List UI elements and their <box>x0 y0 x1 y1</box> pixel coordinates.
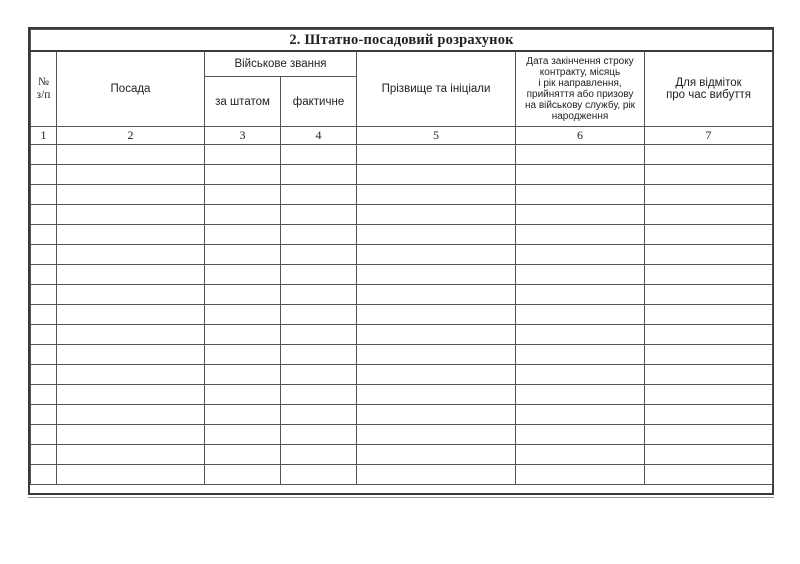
table-cell[interactable] <box>645 305 773 325</box>
table-row <box>31 185 773 205</box>
blank-rows <box>31 145 773 485</box>
table-cell[interactable] <box>516 265 645 285</box>
header-departure-notes: Для відміток про час вибуття <box>645 51 773 127</box>
table-cell[interactable] <box>205 325 281 345</box>
table-row <box>31 205 773 225</box>
table-cell[interactable] <box>357 185 516 205</box>
table-cell[interactable] <box>281 405 357 425</box>
table-cell[interactable] <box>31 305 57 325</box>
table-cell[interactable] <box>205 345 281 365</box>
table-cell[interactable] <box>31 265 57 285</box>
table-cell[interactable] <box>205 265 281 285</box>
table-cell[interactable] <box>357 205 516 225</box>
table-cell[interactable] <box>357 325 516 345</box>
table-cell[interactable] <box>281 305 357 325</box>
table-cell[interactable] <box>31 165 57 185</box>
table-cell[interactable] <box>645 145 773 165</box>
table-cell[interactable] <box>281 425 357 445</box>
table-cell[interactable] <box>205 405 281 425</box>
table-cell[interactable] <box>516 165 645 185</box>
table-cell[interactable] <box>31 325 57 345</box>
table-cell[interactable] <box>205 365 281 385</box>
table-row <box>31 445 773 465</box>
table-cell[interactable] <box>357 165 516 185</box>
table-cell[interactable] <box>57 285 205 305</box>
table-cell[interactable] <box>205 445 281 465</box>
table-cell[interactable] <box>57 165 205 185</box>
table-cell[interactable] <box>205 465 281 485</box>
table-cell[interactable] <box>57 245 205 265</box>
table-row <box>31 425 773 445</box>
table-cell[interactable] <box>57 365 205 385</box>
table-cell[interactable] <box>205 145 281 165</box>
table-cell[interactable] <box>645 185 773 205</box>
table-cell[interactable] <box>357 265 516 285</box>
table-cell[interactable] <box>57 405 205 425</box>
table-cell[interactable] <box>516 225 645 245</box>
table-cell[interactable] <box>357 225 516 245</box>
column-number: 2 <box>57 127 205 145</box>
table-cell[interactable] <box>357 365 516 385</box>
table-cell[interactable] <box>516 205 645 225</box>
table-cell[interactable] <box>645 465 773 485</box>
table-cell[interactable] <box>31 285 57 305</box>
table-cell[interactable] <box>281 385 357 405</box>
column-number: 5 <box>357 127 516 145</box>
table-cell[interactable] <box>57 325 205 345</box>
table-row <box>31 365 773 385</box>
column-number: 3 <box>205 127 281 145</box>
table-cell[interactable] <box>645 425 773 445</box>
table-row <box>31 265 773 285</box>
form-title: 2. Штатно-посадовий розрахунок <box>31 30 773 52</box>
table-cell[interactable] <box>281 205 357 225</box>
table-cell[interactable] <box>645 225 773 245</box>
table-cell[interactable] <box>281 325 357 345</box>
table-cell[interactable] <box>205 205 281 225</box>
header-position: Посада <box>57 51 205 127</box>
table-cell[interactable] <box>645 345 773 365</box>
table-cell[interactable] <box>516 425 645 445</box>
table-cell[interactable] <box>645 245 773 265</box>
staffing-form <box>28 27 774 495</box>
table-cell[interactable] <box>645 205 773 225</box>
table-cell[interactable] <box>645 165 773 185</box>
table-cell[interactable] <box>57 185 205 205</box>
table-cell[interactable] <box>281 185 357 205</box>
table-row <box>31 305 773 325</box>
bottom-rule <box>28 497 774 498</box>
table-cell[interactable] <box>516 185 645 205</box>
table-row <box>31 245 773 265</box>
table-cell[interactable] <box>516 145 645 165</box>
table-cell[interactable] <box>57 345 205 365</box>
table-cell[interactable] <box>57 225 205 245</box>
table-cell[interactable] <box>57 465 205 485</box>
table-cell[interactable] <box>645 445 773 465</box>
column-number: 6 <box>516 127 645 145</box>
header-rank-group: Військове звання <box>205 51 357 77</box>
table-cell[interactable] <box>31 225 57 245</box>
table-row <box>31 285 773 305</box>
table-cell[interactable] <box>57 445 205 465</box>
table-cell[interactable] <box>645 405 773 425</box>
table-cell[interactable] <box>516 245 645 265</box>
table-cell[interactable] <box>31 245 57 265</box>
table-cell[interactable] <box>516 465 645 485</box>
table-row <box>31 385 773 405</box>
table-cell[interactable] <box>645 265 773 285</box>
table-row <box>31 405 773 425</box>
table-cell[interactable] <box>31 185 57 205</box>
table-cell[interactable] <box>281 245 357 265</box>
staffing-table <box>30 29 773 485</box>
table-cell[interactable] <box>31 365 57 385</box>
table-cell[interactable] <box>205 185 281 205</box>
table-cell[interactable] <box>357 245 516 265</box>
table-cell[interactable] <box>205 385 281 405</box>
table-cell[interactable] <box>645 285 773 305</box>
table-row <box>31 345 773 365</box>
table-cell[interactable] <box>516 325 645 345</box>
table-cell[interactable] <box>357 345 516 365</box>
column-number-row <box>31 127 773 145</box>
table-cell[interactable] <box>31 405 57 425</box>
table-cell[interactable] <box>281 225 357 245</box>
table-cell[interactable] <box>31 145 57 165</box>
column-number: 7 <box>645 127 773 145</box>
table-row <box>31 465 773 485</box>
header-rank-staff: за штатом <box>205 77 281 127</box>
header-full-name: Прізвище та ініціали <box>357 51 516 127</box>
table-cell[interactable] <box>281 145 357 165</box>
table-cell[interactable] <box>57 265 205 285</box>
table-cell[interactable] <box>205 425 281 445</box>
table-cell[interactable] <box>205 165 281 185</box>
table-cell[interactable] <box>281 445 357 465</box>
table-cell[interactable] <box>357 385 516 405</box>
table-row <box>31 165 773 185</box>
table-cell[interactable] <box>645 385 773 405</box>
table-cell[interactable] <box>281 345 357 365</box>
table-cell[interactable] <box>31 385 57 405</box>
table-cell[interactable] <box>281 365 357 385</box>
table-cell[interactable] <box>31 345 57 365</box>
table-cell[interactable] <box>357 305 516 325</box>
table-cell[interactable] <box>645 325 773 345</box>
table-cell[interactable] <box>281 265 357 285</box>
table-cell[interactable] <box>57 305 205 325</box>
table-row <box>31 325 773 345</box>
table-cell[interactable] <box>516 385 645 405</box>
table-cell[interactable] <box>281 165 357 185</box>
column-number: 1 <box>31 127 57 145</box>
column-number: 4 <box>281 127 357 145</box>
table-cell[interactable] <box>516 445 645 465</box>
table-cell[interactable] <box>31 465 57 485</box>
header-rank-actual: фактичне <box>281 77 357 127</box>
table-cell[interactable] <box>281 285 357 305</box>
table-cell[interactable] <box>31 425 57 445</box>
table-cell[interactable] <box>281 465 357 485</box>
table-cell[interactable] <box>57 145 205 165</box>
table-cell[interactable] <box>516 305 645 325</box>
table-cell[interactable] <box>205 305 281 325</box>
table-cell[interactable] <box>357 145 516 165</box>
table-cell[interactable] <box>357 285 516 305</box>
table-cell[interactable] <box>645 365 773 385</box>
table-cell[interactable] <box>57 425 205 445</box>
table-cell[interactable] <box>357 405 516 425</box>
table-cell[interactable] <box>516 365 645 385</box>
table-row <box>31 145 773 165</box>
table-cell[interactable] <box>516 285 645 305</box>
table-row <box>31 225 773 245</box>
table-cell[interactable] <box>357 425 516 445</box>
table-cell[interactable] <box>516 345 645 365</box>
header-number: № з/п <box>31 51 57 127</box>
table-cell[interactable] <box>31 445 57 465</box>
table-cell[interactable] <box>205 245 281 265</box>
header-contract-date: Дата закінчення строку контракту, місяць і рік направлення, прийняття або призову на військову службу, рік народження <box>516 51 645 127</box>
table-cell[interactable] <box>205 285 281 305</box>
table-cell[interactable] <box>516 405 645 425</box>
table-cell[interactable] <box>357 445 516 465</box>
table-cell[interactable] <box>31 205 57 225</box>
table-cell[interactable] <box>357 465 516 485</box>
table-cell[interactable] <box>57 385 205 405</box>
table-cell[interactable] <box>57 205 205 225</box>
table-cell[interactable] <box>205 225 281 245</box>
